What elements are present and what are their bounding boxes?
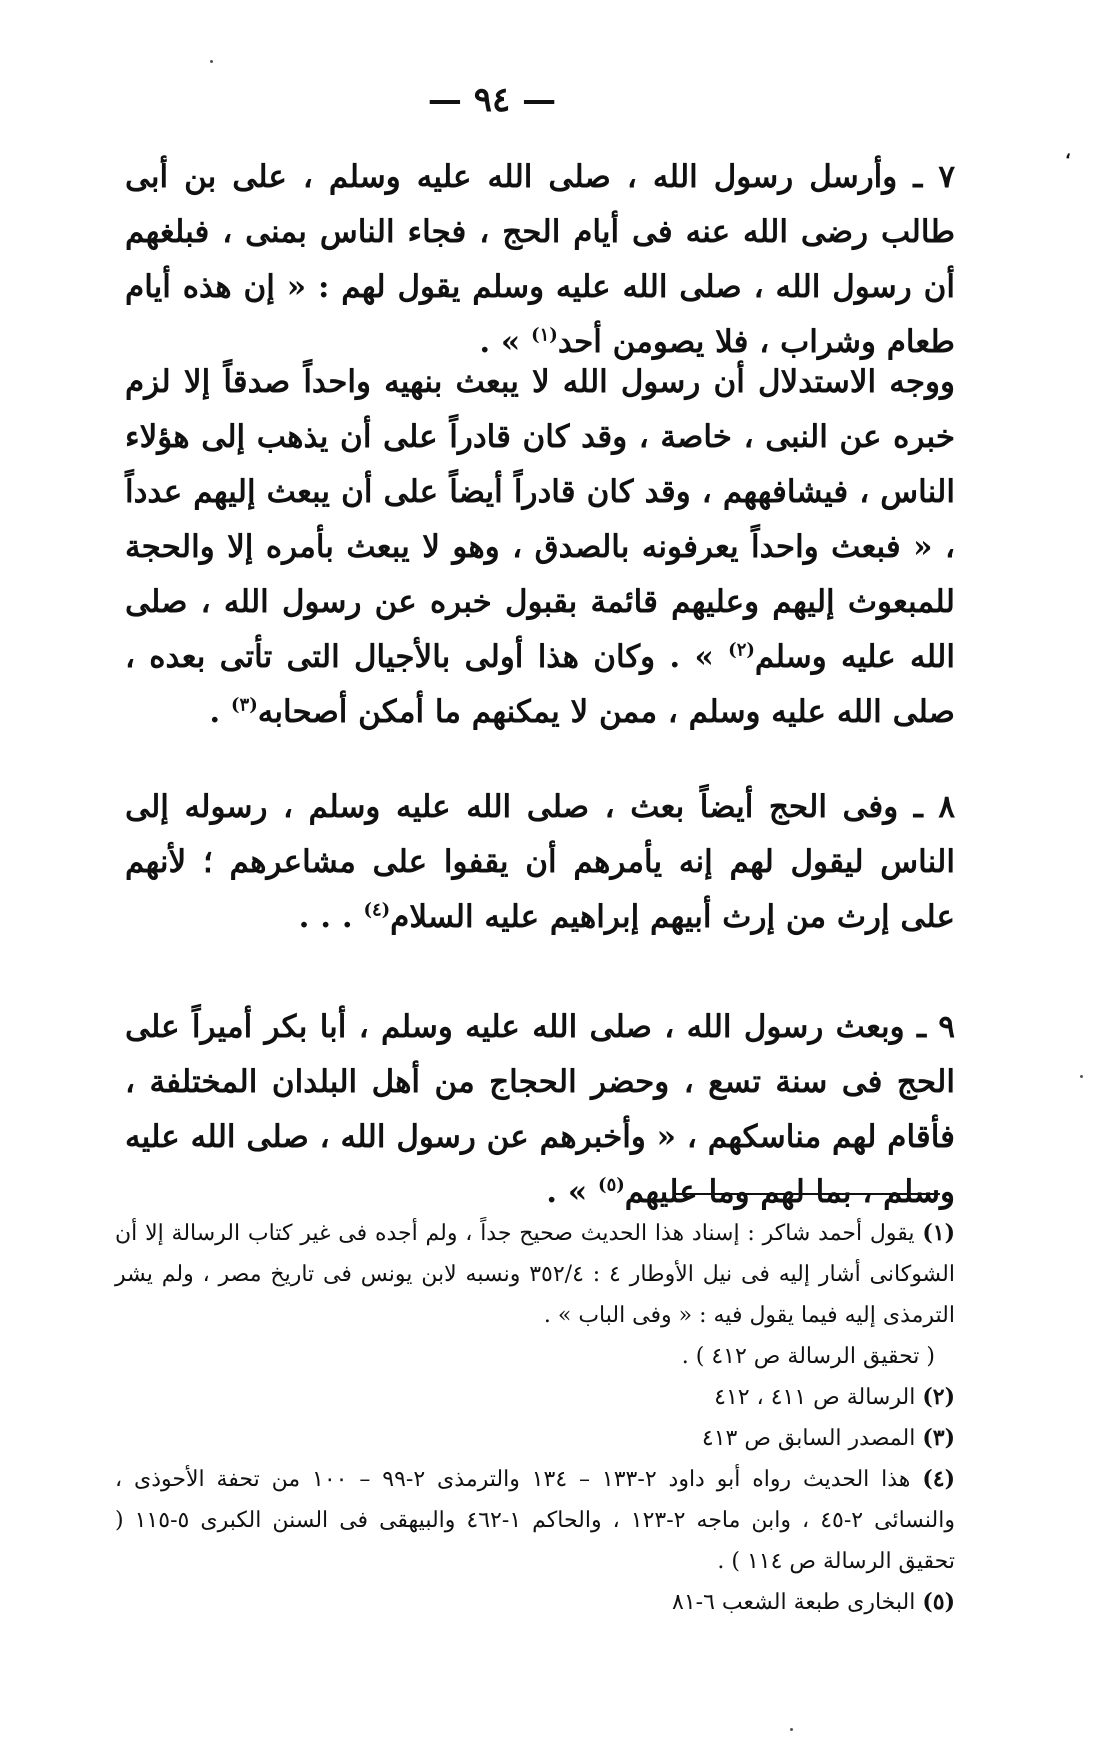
footnote-text: الرسالة ص ٤١١ ، ٤١٢ [714, 1385, 916, 1410]
paragraph-9 [125, 1000, 955, 1220]
paragraph-deduction-text: ووجه الاستدلال أن رسول الله لا يبعث بنهيه واحداً صدقاً إلا لزم خبره عن النبى ، خاصة ، وقد كان قادراً على أن يذهب إلى هؤلاء الناس ، فيشافههم ، وقد كان قادراً أيضاً على أن يبعث إليهم عدداً ، « فبعث واحداً يعرفونه بالصدق ، وهو لا يبعث بأمره إلا والحجة للمبعوث إليهم وعليهم قائمة بقبول خبره عن رسول الله ، صلى الله عليه وسلم [125, 364, 955, 675]
paragraph-8-text: ٨ ـ وفى الحج أيضاً بعث ، صلى الله عليه وسلم ، رسوله إلى الناس ليقول لهم إنه يأمرهم أن يقفوا على مشاعرهم ؛ لأنهم على إرث من إرث أبيهم إبراهيم عليه السلام [125, 789, 955, 935]
scan-speck [210, 60, 213, 63]
footnote-number: (٣) [922, 1425, 955, 1451]
footnote-ref-2[interactable]: (٢) [728, 639, 755, 661]
paragraph-deduction-middle: » . وكان هذا أولى بالأجيال التى تأتى بعده ، صلى الله عليه وسلم ، ممن لا يمكنهم ما أمكن أصحابه [125, 639, 955, 730]
footnote-4 [115, 1459, 955, 1582]
paragraph-deduction [125, 355, 955, 740]
paragraph-8-tail: . . . [298, 899, 364, 935]
footnote-ref-1[interactable]: (١) [531, 324, 558, 346]
paragraph-7-tail: » . [479, 324, 532, 360]
footnote-text: المصدر السابق ص ٤١٣ [701, 1426, 916, 1451]
footnote-number: (٤) [922, 1466, 955, 1492]
footnote-text: هذا الحديث رواه أبو داود ٢-١٣٣ – ١٣٤ والترمذى ٢-٩٩ – ١٠٠ من تحفة الأحوذى ، والنسائى ٢-٤٥ ، وابن ماجه ٢-١٢٣ ، والحاكم ١-٤٦٢ والبيهقى فى السنن الكبرى ٥-١١٥ ( تحقيق الرسالة ص ١١٤ ) . [115, 1467, 955, 1574]
footnotes-section [115, 1213, 955, 1623]
footnote-number: (٢) [922, 1384, 955, 1410]
margin-mark: ، [1065, 142, 1071, 163]
footnote-2 [115, 1377, 955, 1418]
footnote-ref-4[interactable]: (٤) [363, 899, 391, 921]
page-number: — ٩٤ — [427, 80, 557, 120]
paragraph-7 [125, 150, 955, 370]
scan-speck [1080, 1075, 1083, 1078]
paragraph-8 [125, 780, 955, 945]
footnote-number: (٥) [922, 1589, 955, 1615]
footnote-3 [115, 1418, 955, 1459]
footnote-ref-3[interactable]: (٣) [231, 694, 258, 716]
footnote-text: ( تحقيق الرسالة ص ٤١٢ ) . [681, 1344, 935, 1369]
footnote-1 [115, 1213, 955, 1336]
footnote-text: البخارى طبعة الشعب ٦-٨١ [672, 1590, 916, 1615]
scan-speck [790, 1728, 793, 1731]
paragraph-9-tail: » . [546, 1174, 599, 1210]
footnote-text: يقول أحمد شاكر : إسناد هذا الحديث صحيح جداً ، ولم أجده فى غير كتاب الرسالة إلا أن الشوكانى أشار إليه فى نيل الأوطار ٤ : ٣٥٢/٤ ونسبه لابن يونس فى تاريخ مصر ، ولم يشر الترمذى إليه فيما يقول فيه : « وفى الباب » . [115, 1221, 955, 1328]
footnote-5 [115, 1582, 955, 1623]
paragraph-7-text: ٧ ـ وأرسل رسول الله ، صلى الله عليه وسلم ، على بن أبى طالب رضى الله عنه فى أيام الحج ، فجاء الناس بمنى ، فبلغهم أن رسول الله ، صلى الله عليه وسلم يقول لهم : « إن هذه أيام طعام وشراب ، فلا يصومن أحد [125, 159, 955, 360]
footnote-1-continuation [115, 1336, 955, 1377]
footnote-divider [675, 1193, 940, 1195]
paragraph-9-text: ٩ ـ وبعث رسول الله ، صلى الله عليه وسلم ، أبا بكر أميراً على الحج فى سنة تسع ، وحضر الحجاج من أهل البلدان المختلفة ، فأقام لهم مناسكهم ، « وأخبرهم عن رسول الله ، صلى الله عليه وسلم ، بما لهم وما عليهم [125, 1009, 955, 1210]
footnote-ref-5[interactable]: (٥) [598, 1174, 625, 1196]
footnote-number: (١) [922, 1220, 955, 1246]
paragraph-deduction-tail: . [209, 694, 232, 730]
